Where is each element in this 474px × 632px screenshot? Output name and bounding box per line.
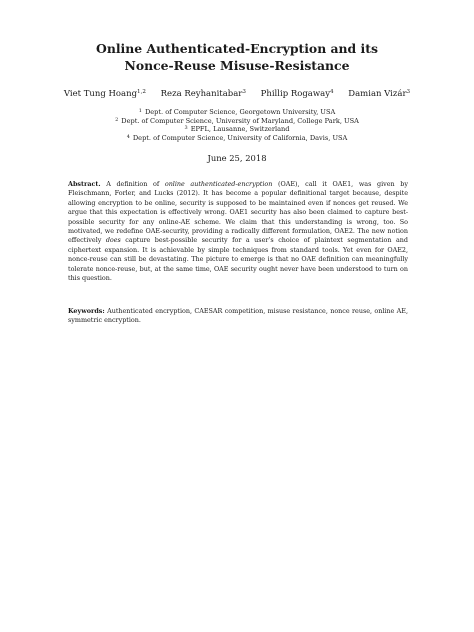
author-affil-mark: 3 <box>406 89 411 95</box>
author <box>261 89 334 99</box>
abstract-emphasis: does <box>105 236 121 245</box>
affiliation-list <box>0 108 474 142</box>
affiliation-number: 1 <box>138 108 142 114</box>
author-name: Phillip Rogaway <box>260 89 331 99</box>
affiliation-number: 2 <box>115 116 119 123</box>
author-name: Viet Tung Hoang <box>63 89 138 99</box>
keywords-label: Keywords: <box>68 307 105 315</box>
abstract-text: capture best-possible security for a user’s choice of plaintext segmentation and ciphertext expansion. It is achievable by simple techniques from standard tools. Yet even for OAE2, nonce-reuse can still be devastating. The picture to emerge is that no OAE definition can meaningfully tolerate nonce-reuse, but, at the same time, OAE security ought never have been understood to turn on this question. <box>68 236 408 283</box>
abstract-text: (OAE), call it OAE1, was given by Fleischmann, Forler, and Lucks (2012). It has become a popular definitional target because, despite allowing encryption to be online, security is supposed to be maintained even if nonces get reused. We argue that this expectation is effectively wrong. OAE1 security has also been claimed to capture best-possible security for any online-AE scheme. We claim that this understanding is wrong, too. So motivated, we redefine OAE-security, providing a radically different formulation, OAE2. The new notion effectively <box>68 180 409 245</box>
keywords <box>68 307 408 326</box>
affiliation-number: 3 <box>184 125 188 132</box>
affiliation-text: EPFL, Lausanne, Switzerland <box>190 125 290 134</box>
paper-title <box>0 40 474 74</box>
title-line-1: Online Authenticated-Encryption and its <box>96 41 378 56</box>
abstract-emphasis: online authenticated-encryption <box>164 180 273 188</box>
author-affil-mark: 1,2 <box>137 89 146 95</box>
abstract-label: Abstract. <box>68 180 101 188</box>
author <box>348 89 410 99</box>
affiliation-number: 4 <box>126 133 130 140</box>
author-affil-mark: 4 <box>330 89 334 95</box>
affiliation <box>0 134 474 143</box>
author-affil-mark: 3 <box>242 89 246 95</box>
affiliation <box>0 108 474 117</box>
abstract <box>68 180 408 283</box>
affiliation-text: Dept. of Computer Science, University of Maryland, College Park, USA <box>121 116 359 125</box>
author <box>64 89 146 99</box>
paper-date: June 25, 2018 <box>207 153 267 163</box>
affiliation-text: Dept. of Computer Science, University of California, Davis, USA <box>132 133 348 142</box>
author-list <box>0 88 474 100</box>
author-name: Damian Vizár <box>348 89 407 99</box>
author-name: Reza Reyhanitabar <box>160 89 243 99</box>
title-line-2: Nonce-Reuse Misuse-Resistance <box>124 58 350 73</box>
abstract-text: A definition of <box>100 180 165 188</box>
affiliation-text: Dept. of Computer Science, Georgetown University, USA <box>144 108 336 116</box>
affiliation <box>0 125 474 134</box>
author <box>161 89 246 99</box>
keywords-text: Authenticated encryption, CAESAR competition, misuse resistance, nonce reuse, online AE, symmetric encryption. <box>68 307 408 325</box>
affiliation <box>0 117 474 126</box>
